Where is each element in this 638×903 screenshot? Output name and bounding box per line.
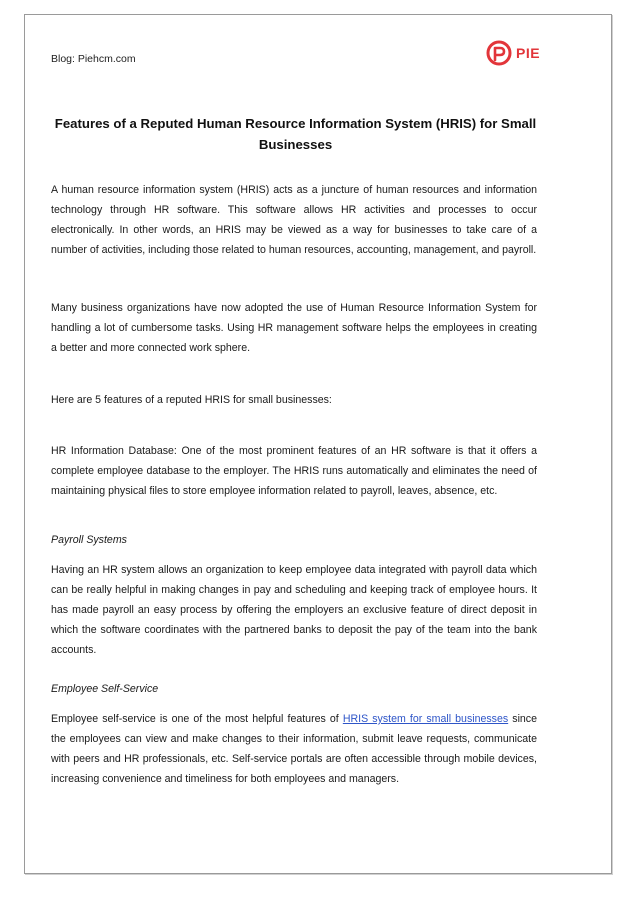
payroll-heading: Payroll Systems	[51, 534, 127, 546]
self-service-paragraph	[51, 709, 537, 789]
features-intro-paragraph: Here are 5 features of a reputed HRIS for small businesses:	[51, 394, 332, 406]
self-service-heading: Employee Self-Service	[51, 683, 159, 695]
payroll-paragraph: Having an HR system allows an organization to keep employee data integrated with payroll data which can be really helpful in making changes in pay and scheduling and keeping track of employee hours. It has made payroll an easy process by offering the employers an exclusive feature of direct deposit in which the software coordinates with the partnered banks to deposit the pay of the team into the bank accounts.	[51, 564, 537, 656]
hris-small-business-link[interactable]: HRIS system for small businesses	[342, 713, 509, 725]
self-service-text-after: since the employees can view and make changes to their information, submit leave requests, communicate with peers and HR professionals, etc. Self-service portals are often accessible through mobile devices, increasing convenience and timeliness for both employees and managers.	[51, 713, 537, 785]
logo-text: PIE	[516, 45, 541, 61]
pie-logo	[486, 40, 540, 66]
page-title: Features of a Reputed Human Resource Information System (HRIS) for Small Businesses	[54, 116, 537, 152]
self-service-text-before: Employee self-service is one of the most helpful features of	[51, 713, 343, 725]
adoption-paragraph: Many business organizations have now adopted the use of Human Resource Information System for handling a lot of cumbersome tasks. Using HR management software helps the employees in creating a better and more connected work sphere.	[51, 302, 537, 354]
pie-logo-icon	[486, 40, 512, 66]
intro-paragraph: A human resource information system (HRIS) acts as a juncture of human resources and information technology through HR software. This software allows HR activities and processes to occur electronically. In other words, an HRIS may be viewed as a way for businesses to take care of a number of activities, including those related to human resources, accounting, management, and payroll.	[51, 184, 537, 256]
blog-label: Blog: Piehcm.com	[51, 53, 136, 65]
database-paragraph: HR Information Database: One of the most prominent features of an HR software is that it offers a complete employee database to the employer. The HRIS runs automatically and eliminates the need of maintaining physical files to store employee information related to payroll, leaves, absence, etc.	[51, 445, 537, 497]
